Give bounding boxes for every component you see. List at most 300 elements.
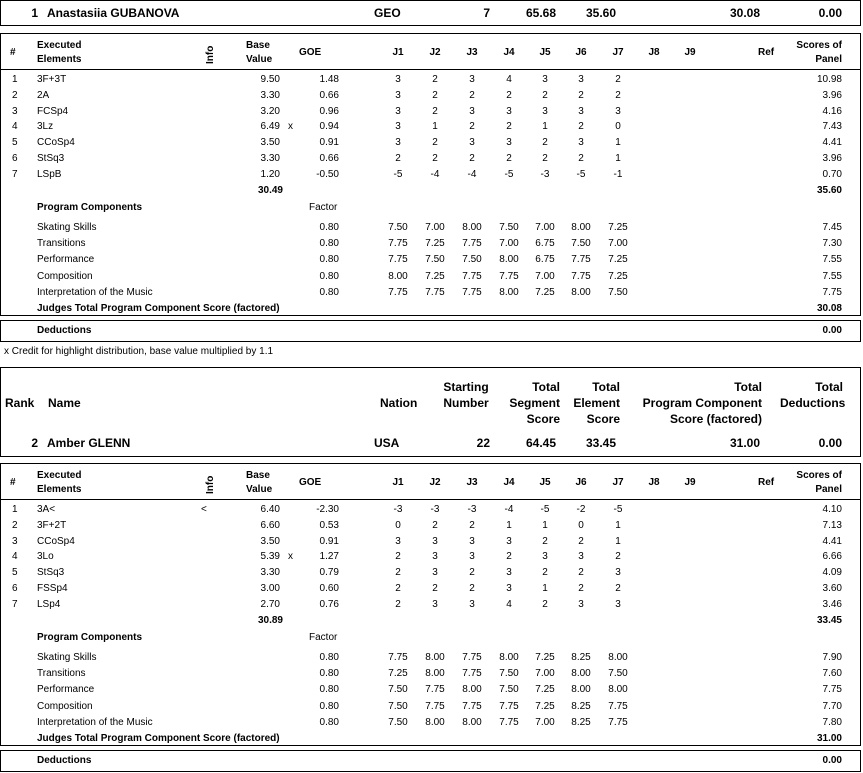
component-judge-score: 8.00 — [608, 684, 628, 695]
col-judge-9: J9 — [684, 477, 696, 488]
component-judge-score: 7.75 — [499, 717, 519, 728]
component-judge-score: 7.25 — [608, 271, 628, 282]
col-judge-7: J7 — [612, 477, 624, 488]
element-number: 6 — [12, 583, 18, 594]
element-base-value: 3.30 — [260, 153, 280, 164]
component-judge-score: 7.25 — [388, 668, 408, 679]
component-judge-score: 7.50 — [499, 684, 519, 695]
judges-total-label: Judges Total Program Component Score (factored) — [37, 733, 280, 744]
element-base-value: 9.50 — [260, 74, 280, 85]
component-factor: 0.80 — [319, 668, 339, 679]
element-judge-score: 2 — [432, 90, 438, 101]
element-judge-score: 1 — [542, 583, 548, 594]
col-judge-5: J5 — [539, 47, 551, 58]
element-judge-score: 1 — [615, 137, 621, 148]
component-judge-score: 8.00 — [499, 254, 519, 265]
component-judge-score: 7.25 — [535, 684, 555, 695]
element-panel-score: 3.46 — [822, 599, 842, 610]
header-rank: Rank — [5, 396, 35, 410]
component-judge-score: 7.00 — [535, 717, 555, 728]
component-judge-score: 7.75 — [462, 287, 482, 298]
element-base-value: 3.00 — [260, 583, 280, 594]
component-judge-score: 7.50 — [608, 287, 628, 298]
element-judge-score: 3 — [542, 106, 548, 117]
element-judge-score: 2 — [506, 153, 512, 164]
col-judge-6: J6 — [575, 47, 587, 58]
element-judge-score: 0 — [578, 520, 584, 531]
rank-value: 1 — [31, 6, 38, 20]
element-goe: -2.30 — [316, 504, 339, 515]
component-judge-score: 6.75 — [535, 254, 555, 265]
element-judge-score: 2 — [395, 583, 401, 594]
element-number: 7 — [12, 169, 18, 180]
component-judge-score: 7.00 — [535, 271, 555, 282]
element-name: 2A — [37, 90, 50, 101]
rank-value: 2 — [31, 436, 38, 450]
element-number: 2 — [12, 90, 18, 101]
element-judge-score: 3 — [395, 90, 401, 101]
element-base-value: 3.30 — [260, 567, 280, 578]
element-judge-score: 2 — [469, 583, 475, 594]
element-judge-score: 3 — [469, 551, 475, 562]
element-judge-score: 3 — [395, 137, 401, 148]
element-judge-score: 2 — [615, 90, 621, 101]
element-panel-score: 4.41 — [822, 137, 842, 148]
component-judge-score: 7.75 — [425, 701, 445, 712]
component-judge-score: 7.75 — [571, 271, 591, 282]
component-judge-score: 7.75 — [571, 254, 591, 265]
component-judge-score: 7.75 — [608, 701, 628, 712]
element-judge-score: 2 — [395, 567, 401, 578]
element-panel-score: 0.70 — [822, 169, 842, 180]
element-name: 3A< — [37, 504, 56, 515]
header-name: Name — [48, 396, 81, 410]
program-components-label: Program Components — [37, 202, 143, 213]
component-judge-score: 7.50 — [462, 254, 482, 265]
element-judge-score: 3 — [506, 106, 512, 117]
component-judge-score: 7.25 — [535, 287, 555, 298]
col-judge-6: J6 — [575, 477, 587, 488]
col-value: Value — [246, 54, 273, 65]
deductions-label: Deductions — [37, 325, 92, 336]
component-judge-score: 7.75 — [388, 652, 408, 663]
element-judge-score: 2 — [395, 551, 401, 562]
component-judge-score: 8.00 — [571, 684, 591, 695]
element-judge-score: 1 — [542, 121, 548, 132]
col-value: Value — [246, 484, 273, 495]
element-x-mark: x — [288, 551, 293, 562]
component-judge-score: 8.00 — [462, 222, 482, 233]
element-judge-score: 2 — [578, 567, 584, 578]
component-judge-score: 7.75 — [462, 652, 482, 663]
element-judge-score: -3 — [393, 504, 403, 515]
element-panel-score: 3.60 — [822, 583, 842, 594]
element-base-value: 5.39 — [260, 551, 280, 562]
element-panel-score: 3.96 — [822, 90, 842, 101]
header-starting: Starting — [443, 380, 489, 394]
factor-label: Factor — [309, 202, 338, 213]
element-info: < — [201, 504, 207, 515]
component-judge-score: 8.00 — [425, 652, 445, 663]
element-judge-score: 1 — [615, 520, 621, 531]
component-factor: 0.80 — [319, 287, 339, 298]
col-judge-2: J2 — [429, 47, 441, 58]
header-element: Element — [573, 396, 620, 410]
element-goe: 0.53 — [319, 520, 339, 531]
total-pcs-value: 30.08 — [729, 6, 760, 20]
component-judge-score: 7.75 — [462, 701, 482, 712]
col-base: Base — [246, 40, 270, 51]
component-judge-score: 8.25 — [571, 717, 591, 728]
element-judge-score: 3 — [395, 121, 401, 132]
element-name: FCSp4 — [37, 106, 69, 117]
component-factor: 0.80 — [319, 701, 339, 712]
element-judge-score: 3 — [506, 137, 512, 148]
header-number: Number — [443, 396, 489, 410]
element-judge-score: 1 — [615, 536, 621, 547]
pcs-total: 30.08 — [816, 303, 842, 314]
component-judge-score: 7.50 — [388, 684, 408, 695]
element-number: 5 — [12, 137, 18, 148]
total-deductions-value: 0.00 — [818, 6, 842, 20]
component-judge-score: 8.25 — [571, 701, 591, 712]
skater-name: Amber GLENN — [47, 436, 131, 450]
component-judge-score: 8.00 — [608, 652, 628, 663]
element-judge-score: 2 — [395, 599, 401, 610]
col-ref: Ref — [758, 47, 775, 58]
col-judge-4: J4 — [503, 477, 515, 488]
deductions-label: Deductions — [37, 755, 92, 766]
element-x-mark: x — [288, 121, 293, 132]
element-judge-score: 3 — [615, 599, 621, 610]
component-panel-score: 7.30 — [822, 238, 842, 249]
element-judge-score: 2 — [469, 121, 475, 132]
element-judge-score: 2 — [469, 90, 475, 101]
element-panel-score: 4.09 — [822, 567, 842, 578]
col-executed: Executed — [37, 40, 82, 51]
element-judge-score: -5 — [504, 169, 514, 180]
header-score-1: Score — [526, 412, 560, 426]
element-judge-score: 3 — [469, 536, 475, 547]
element-judge-score: 2 — [615, 583, 621, 594]
element-name: LSp4 — [37, 599, 61, 610]
element-name: CCoSp4 — [37, 536, 75, 547]
component-name: Skating Skills — [37, 222, 97, 233]
element-judge-score: 1 — [506, 520, 512, 531]
element-name: 3Lo — [37, 551, 54, 562]
component-judge-score: 7.75 — [425, 684, 445, 695]
col-elements: Elements — [37, 54, 82, 65]
element-judge-score: -4 — [504, 504, 514, 515]
component-judge-score: 8.00 — [462, 684, 482, 695]
element-judge-score: 2 — [542, 153, 548, 164]
col-elements: Elements — [37, 484, 82, 495]
element-panel-score: 4.16 — [822, 106, 842, 117]
element-judge-score: -3 — [540, 169, 550, 180]
component-panel-score: 7.75 — [822, 684, 842, 695]
component-judge-score: 7.50 — [388, 701, 408, 712]
component-factor: 0.80 — [319, 652, 339, 663]
component-judge-score: 7.50 — [571, 238, 591, 249]
element-judge-score: -1 — [613, 169, 623, 180]
col-executed: Executed — [37, 470, 82, 481]
element-number: 3 — [12, 536, 18, 547]
component-judge-score: 7.00 — [608, 238, 628, 249]
component-judge-score: 7.75 — [425, 287, 445, 298]
element-judge-score: 3 — [432, 536, 438, 547]
factor-label: Factor — [309, 632, 338, 643]
element-number: 7 — [12, 599, 18, 610]
element-judge-score: 2 — [432, 153, 438, 164]
element-goe: 0.94 — [319, 121, 339, 132]
deductions-box — [0, 750, 861, 772]
base-value-total: 30.49 — [257, 185, 283, 196]
element-judge-score: 0 — [395, 520, 401, 531]
header-total-3: Total — [734, 380, 762, 394]
element-judge-score: -5 — [393, 169, 403, 180]
component-factor: 0.80 — [319, 222, 339, 233]
element-base-value: 6.49 — [260, 121, 280, 132]
component-judge-score: 7.75 — [462, 238, 482, 249]
element-judge-score: 4 — [506, 74, 512, 85]
element-number: 2 — [12, 520, 18, 531]
element-panel-score: 6.66 — [822, 551, 842, 562]
element-judge-score: -3 — [467, 504, 477, 515]
element-judge-score: 3 — [395, 536, 401, 547]
element-judge-score: 2 — [469, 567, 475, 578]
element-judge-score: -2 — [576, 504, 586, 515]
component-judge-score: 7.50 — [425, 254, 445, 265]
component-judge-score: 7.75 — [499, 701, 519, 712]
component-judge-score: 8.00 — [425, 668, 445, 679]
element-panel-score: 4.10 — [822, 504, 842, 515]
component-judge-score: 8.00 — [388, 271, 408, 282]
col-judge-3: J3 — [466, 47, 478, 58]
element-judge-score: 3 — [469, 599, 475, 610]
header-divider — [1, 499, 860, 500]
element-judge-score: 2 — [506, 551, 512, 562]
element-panel-score: 10.98 — [816, 74, 842, 85]
element-judge-score: 2 — [578, 536, 584, 547]
element-judge-score: 2 — [432, 106, 438, 117]
component-judge-score: 7.75 — [388, 287, 408, 298]
element-judge-score: 2 — [506, 90, 512, 101]
component-judge-score: 7.00 — [535, 668, 555, 679]
element-number: 3 — [12, 106, 18, 117]
nation-value: USA — [374, 436, 400, 450]
starting-number-value: 22 — [476, 436, 490, 450]
col-info: Info — [205, 45, 216, 64]
component-judge-score: 7.50 — [388, 222, 408, 233]
element-judge-score: 1 — [615, 153, 621, 164]
element-goe: 0.66 — [319, 153, 339, 164]
component-judge-score: 8.00 — [571, 287, 591, 298]
component-name: Interpretation of the Music — [37, 287, 153, 298]
element-judge-score: 0 — [615, 121, 621, 132]
component-panel-score: 7.90 — [822, 652, 842, 663]
judges-total-label: Judges Total Program Component Score (factored) — [37, 303, 280, 314]
component-judge-score: 7.25 — [608, 222, 628, 233]
element-panel-score: 4.41 — [822, 536, 842, 547]
element-goe: 0.76 — [319, 599, 339, 610]
element-judge-score: 3 — [506, 567, 512, 578]
element-judge-score: 3 — [469, 106, 475, 117]
element-base-value: 3.50 — [260, 536, 280, 547]
element-name: StSq3 — [37, 153, 65, 164]
header-total-2: Total — [592, 380, 620, 394]
element-judge-score: -4 — [467, 169, 477, 180]
element-name: CCoSp4 — [37, 137, 75, 148]
element-base-value: 1.20 — [260, 169, 280, 180]
component-panel-score: 7.80 — [822, 717, 842, 728]
element-goe: -0.50 — [316, 169, 339, 180]
col-judge-7: J7 — [612, 47, 624, 58]
tes-total: 35.60 — [816, 185, 842, 196]
component-panel-score: 7.60 — [822, 668, 842, 679]
element-judge-score: 3 — [615, 106, 621, 117]
element-judge-score: 3 — [542, 551, 548, 562]
col-goe: GOE — [299, 47, 322, 58]
base-value-total: 30.89 — [257, 615, 283, 626]
element-judge-score: -4 — [430, 169, 440, 180]
total-element-score-value: 35.60 — [585, 6, 616, 20]
header-score-2: Score — [586, 412, 620, 426]
element-number: 4 — [12, 551, 18, 562]
nation-value: GEO — [374, 6, 401, 20]
tes-total: 33.45 — [816, 615, 842, 626]
header-segment: Segment — [509, 396, 560, 410]
element-judge-score: 2 — [432, 583, 438, 594]
element-judge-score: 3 — [469, 137, 475, 148]
element-name: 3Lz — [37, 121, 54, 132]
component-judge-score: 7.00 — [499, 238, 519, 249]
component-judge-score: 7.75 — [608, 717, 628, 728]
component-name: Performance — [37, 254, 95, 265]
total-pcs-value: 31.00 — [729, 436, 760, 450]
element-goe: 1.27 — [319, 551, 339, 562]
col-hash: # — [10, 47, 16, 58]
element-judge-score: 1 — [432, 121, 438, 132]
component-judge-score: 8.00 — [571, 668, 591, 679]
col-ref: Ref — [758, 477, 775, 488]
col-scores-of: Scores of — [796, 470, 842, 481]
component-factor: 0.80 — [319, 238, 339, 249]
element-judge-score: -5 — [576, 169, 586, 180]
header-score-factored: Score (factored) — [669, 412, 762, 426]
component-judge-score: 8.25 — [571, 652, 591, 663]
component-judge-score: 7.25 — [535, 701, 555, 712]
component-name: Transitions — [37, 668, 86, 679]
component-judge-score: 7.00 — [425, 222, 445, 233]
element-judge-score: 2 — [542, 599, 548, 610]
col-panel: Panel — [815, 484, 842, 495]
component-panel-score: 7.45 — [822, 222, 842, 233]
element-name: 3F+2T — [37, 520, 67, 531]
component-judge-score: 8.00 — [425, 717, 445, 728]
element-judge-score: 2 — [542, 137, 548, 148]
element-goe: 0.91 — [319, 536, 339, 547]
element-judge-score: 2 — [432, 520, 438, 531]
component-factor: 0.80 — [319, 271, 339, 282]
element-judge-score: 3 — [578, 74, 584, 85]
element-judge-score: 2 — [578, 121, 584, 132]
component-judge-score: 7.75 — [499, 271, 519, 282]
component-factor: 0.80 — [319, 254, 339, 265]
element-name: FSSp4 — [37, 583, 68, 594]
element-judge-score: 3 — [432, 599, 438, 610]
total-segment-score-value: 65.68 — [525, 6, 556, 20]
col-judge-2: J2 — [429, 477, 441, 488]
col-judge-9: J9 — [684, 47, 696, 58]
deductions-value: 0.00 — [822, 755, 842, 766]
component-factor: 0.80 — [319, 684, 339, 695]
header-divider — [1, 69, 860, 70]
element-judge-score: 3 — [432, 551, 438, 562]
element-judge-score: -5 — [613, 504, 623, 515]
element-judge-score: 3 — [506, 536, 512, 547]
element-base-value: 6.40 — [260, 504, 280, 515]
element-goe: 0.91 — [319, 137, 339, 148]
element-base-value: 3.50 — [260, 137, 280, 148]
component-judge-score: 7.25 — [425, 238, 445, 249]
element-judge-score: 3 — [578, 551, 584, 562]
element-number: 6 — [12, 153, 18, 164]
component-judge-score: 7.75 — [388, 254, 408, 265]
element-judge-score: 3 — [542, 74, 548, 85]
element-judge-score: 2 — [395, 153, 401, 164]
component-judge-score: 7.75 — [388, 238, 408, 249]
component-judge-score: 8.00 — [499, 287, 519, 298]
component-judge-score: 6.75 — [535, 238, 555, 249]
component-judge-score: 7.50 — [608, 668, 628, 679]
element-judge-score: 3 — [578, 599, 584, 610]
component-name: Interpretation of the Music — [37, 717, 153, 728]
element-panel-score: 3.96 — [822, 153, 842, 164]
element-goe: 0.60 — [319, 583, 339, 594]
element-number: 1 — [12, 504, 18, 515]
col-panel: Panel — [815, 54, 842, 65]
component-name: Composition — [37, 271, 93, 282]
element-name: LSpB — [37, 169, 62, 180]
total-deductions-value: 0.00 — [818, 436, 842, 450]
element-judge-score: 2 — [578, 583, 584, 594]
skater-name: Anastasiia GUBANOVA — [47, 6, 180, 20]
component-judge-score: 8.00 — [499, 652, 519, 663]
col-judge-8: J8 — [648, 47, 660, 58]
col-info: Info — [205, 475, 216, 494]
element-base-value: 3.30 — [260, 90, 280, 101]
col-base: Base — [246, 470, 270, 481]
header-nation: Nation — [380, 396, 418, 410]
component-panel-score: 7.70 — [822, 701, 842, 712]
element-base-value: 2.70 — [260, 599, 280, 610]
element-judge-score: 3 — [395, 74, 401, 85]
total-element-score-value: 33.45 — [585, 436, 616, 450]
col-judge-1: J1 — [392, 47, 404, 58]
component-judge-score: 7.00 — [535, 222, 555, 233]
component-judge-score: 7.50 — [388, 717, 408, 728]
pcs-total: 31.00 — [816, 733, 842, 744]
component-judge-score: 7.75 — [462, 271, 482, 282]
component-name: Composition — [37, 701, 93, 712]
starting-number-value: 7 — [483, 6, 490, 20]
header-total-4: Total — [815, 380, 843, 394]
col-scores-of: Scores of — [796, 40, 842, 51]
element-judge-score: -5 — [540, 504, 550, 515]
element-name: StSq3 — [37, 567, 65, 578]
element-number: 4 — [12, 121, 18, 132]
component-judge-score: 7.25 — [608, 254, 628, 265]
